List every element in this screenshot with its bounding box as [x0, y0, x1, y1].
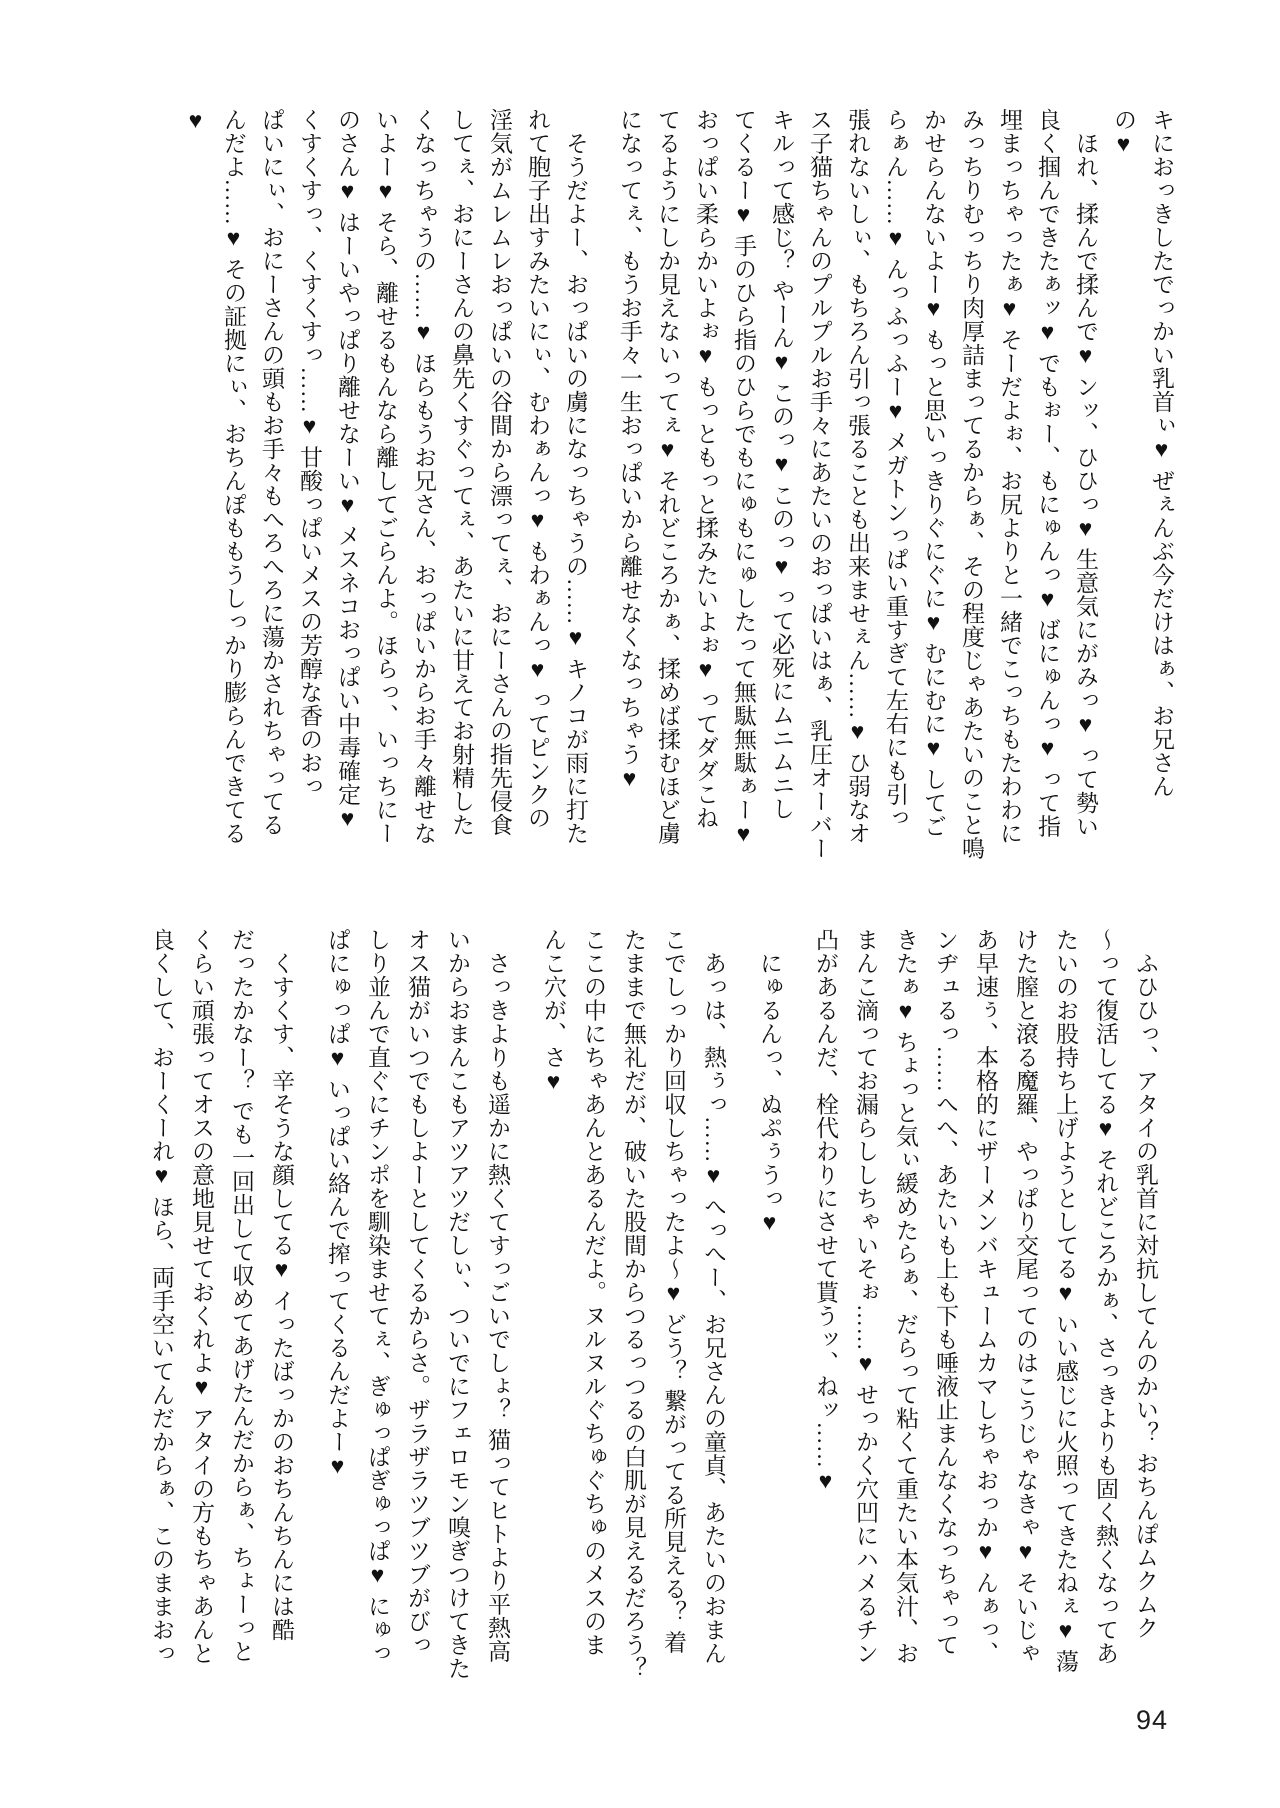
text-column: くらい頑張ってオスの意地見せておくれよ♥ アタイの方もちゃあんと	[189, 928, 214, 1665]
text-column: こでしっかり回収しちゃったよ〜♥ どう？ 繋がってる所見える？ 着	[661, 928, 686, 1654]
text-column: オス猫がいつでもしよーとしてくるからさ。ザラザラツブツブがびっ	[405, 928, 430, 1657]
text-column: ふひひっ、アタイの乳首に対抗してんのかい？ おちんぽムクムク	[1133, 928, 1158, 1640]
text-column: だったかなー？ でも一回出して収めてあげたんだからぁ、ちょーっと	[229, 928, 254, 1663]
text-column: 張れないしぃ、もちろん引っ張ることも出来ませぇん……♥ ひ弱なオ	[845, 108, 870, 845]
text-column: してぇ、おにーさんの鼻先くすぐってぇ、あたいに甘えてお射精した	[449, 108, 474, 837]
text-column: 淫気がムレムレおっぱいの谷間から漂ってぇ、おにーさんの指先侵食	[487, 108, 512, 837]
text-column: あ早速ぅ、本格的にザーメンバキュームカマしちゃおっか♥ んぁっ、	[973, 928, 998, 1665]
text-column: らぁん……♥ んっふっふー♥ メガトンっぱい重すぎて左右にも引っ	[883, 108, 908, 830]
text-column: ぱいにぃ、おにーさんの頭もお手々もへろへろに蕩かされちゃってる	[259, 108, 284, 837]
text-column: かせらんないよー♥ もっと思いっきりぐにぐに♥ むにむに♥ してご	[921, 108, 946, 838]
text-column: てるようにしか見えないってぇ♥ それどころかぁ、揉めば揉むほど虜	[655, 108, 680, 845]
page-number: 94	[1136, 1705, 1169, 1735]
text-column: まんこ滴ってお漏らししちゃいそぉ……♥ せっかく穴凹にハメるチン	[853, 928, 878, 1665]
text-column: おっぱい柔らかいよぉ♥ もっともっと揉みたいよぉ♥ ってダダこね	[693, 108, 718, 830]
text-column: 良く掴んできたぁッ♥ でもぉー、もにゅんっ♥ ばにゅんっ♥ って指	[1035, 108, 1060, 838]
text-column: ♥	[183, 108, 208, 134]
text-column: んだよ……♥ その証拠にぃ、おちんぽももうしっかり膨らんできてる	[221, 108, 246, 845]
text-column: 良くして、おーくーれ♥ ほら、両手空いてんだからぁ、このままおっ	[149, 928, 174, 1665]
text-column: みっちりむっちり肉厚詰まってるからぁ、その程度じゃあたいのこと鳴	[959, 108, 984, 860]
text-column: の♥	[1111, 108, 1136, 157]
text-column: んこ穴が、さ♥	[541, 928, 566, 1095]
text-column: しり並んで直ぐにチンポを馴染ませてぇ、ぎゅっぱぎゅっぱ♥ にゅっ	[365, 928, 390, 1665]
text-column: たいのお股持ち上げようとしてる♥ いい感じに火照ってきたねぇ♥ 蕩	[1053, 928, 1078, 1673]
text-column: 凸があるんだ、栓代わりにさせて貰うッ、ねッ……♥	[813, 928, 838, 1494]
text-column: あっは、熱ぅっ……♥ へっへー、お兄さんの童貞、あたいのおまん	[701, 928, 726, 1665]
text-column: てくるー♥ 手のひら指のひらでもにゅもにゅしたって無駄無駄ぁー♥	[731, 108, 756, 847]
text-column: 埋まっちゃったぁ♥ そーだよぉ、お尻よりと一緒でこっちもたわわに	[997, 108, 1022, 845]
text-column: いよー♥ そら、離せるもんなら離してごらんよ。ほらっ、いっちにー	[373, 108, 398, 845]
text-column: きたぁ♥ ちょっと気ぃ緩めたらぁ、だらって粘くて重たい本気汁、お	[893, 928, 918, 1665]
text-column: になってぇ、もうお手々一生おっぱいから離せなくなっちゃう♥	[617, 108, 642, 792]
text-column: のさん♥ はーいやっぱり離せなーい♥ メスネコおっぱい中毒確定♥	[335, 108, 360, 832]
text-column: くすくすっ、くすくすっ……♥ 甘酸っぱいメスの芳醇な香のおっ	[297, 108, 322, 798]
text-column: 〜って復活してる♥ それどころかぁ、さっきよりも固く熱くなってあ	[1093, 928, 1118, 1665]
text-column: にゅるんっ、ぬぷぅうっ♥	[757, 928, 782, 1236]
text-column: ぱにゅっぱ♥ いっぱい絡んで搾ってくるんだよー♥	[325, 928, 350, 1479]
text-column: ほれ、揉んで揉んで♥ ンッ、ひひっ♥ 生意気にがみっ♥ って勢い	[1073, 108, 1098, 838]
text-column: ス子猫ちゃんのプルプルお手々にあたいのおっぱいはぁ、乳圧オーバー	[807, 108, 832, 860]
text-column: くなっちゃうの……♥ ほらもうお兄さん、おっぱいからお手々離せな	[411, 108, 436, 845]
text-column: そうだよー、おっぱいの虜になっちゃうの……♥ キノコが雨に打た	[563, 108, 588, 845]
bottom-text-block	[141, 928, 1165, 1710]
text-column: れて胞子出すみたいにぃ、むわぁんっ♥ もわぁんっ♥ ってピンクの	[525, 108, 550, 830]
text-column: さっきよりも遥かに熱くてすっごいでしょ？ 猫ってヒトより平熱高	[485, 928, 510, 1663]
text-column: ここの中にちゃあんとあるんだよ。ヌルヌルぐちゅぐちゅのメスのま	[581, 928, 606, 1657]
text-column: いからおまんこもアツアツだしぃ、ついでにフェロモン嗅ぎつけてきた	[445, 928, 470, 1680]
text-column: キにおっきしたでっかい乳首ぃ♥ ぜぇんぶ今だけはぁ、お兄さん	[1149, 108, 1174, 798]
text-column: たままで無礼だが、破いた股間からつるっつるの白肌が見えるだろう？	[621, 928, 646, 1680]
top-text-block	[176, 108, 1180, 886]
text-column: けた膣と滾る魔羅、やっぱり交尾ってのはこうじゃなきゃ♥ そいじゃ	[1013, 928, 1038, 1665]
text-column: キルって感じ？ やーん♥ このっ♥ このっ♥ って必死にムニムニし	[769, 108, 794, 821]
text-column: くすくす、辛そうな顔してる♥ イったばっかのおちんちんには酷	[269, 928, 294, 1642]
text-column: ンヂュるっ……へへ、あたいも上も下も唾液止まんなくなっちゃって	[933, 928, 958, 1657]
